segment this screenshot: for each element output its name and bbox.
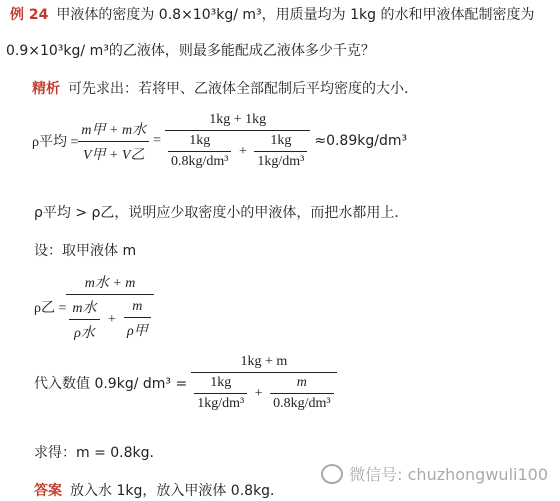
eq2-fa-den: ρ水 (69, 319, 99, 342)
answer-line (34, 480, 284, 500)
eq1-fb-den: 1kg/dm³ (254, 151, 307, 170)
eq3-numerator: 1kg + m (240, 354, 288, 369)
eq1-f2-numerator: 1kg + 1kg (209, 112, 267, 127)
eq2-fb (124, 299, 151, 340)
solve-line (34, 442, 164, 462)
problem-text-1: 甲液体的密度为 0.8×10³kg/ m³，用质量均为 1kg 的水和甲液体配制密度为 (56, 7, 535, 23)
assumption-line (34, 240, 136, 260)
comparison-text: ρ平均 > ρ乙，说明应少取密度小的甲液体，而把水都用上． (34, 205, 409, 221)
eq3-fb-den: 0.8kg/dm³ (270, 393, 333, 412)
eq2-fa (69, 297, 99, 342)
eq3-fraction (191, 354, 336, 412)
eq1-fraction-1 (78, 119, 149, 164)
eq1-plus: + (238, 143, 247, 159)
eq1-lhs: ρ平均 = (32, 135, 79, 150)
watermark-text: 微信号: chuzhongwuli100 (349, 465, 548, 484)
equation-substitution (34, 354, 337, 412)
eq3-plus: + (254, 385, 263, 401)
eq2-plus: + (107, 311, 117, 327)
eq1-result: ≈0.89kg/dm³ (314, 133, 408, 149)
example-label: 例 24 (10, 7, 49, 23)
solve-text: 求得：m = 0.8kg． (34, 445, 164, 461)
watermark (321, 462, 548, 485)
eq1-fb-num: 1kg (270, 133, 292, 148)
problem-text-2: 0.9×10³kg/ m³的乙液体，则最多能配成乙液体多少千克？ (6, 43, 375, 59)
analysis-label: 精析 (32, 81, 60, 97)
answer-text: 放入水 1kg，放入甲液体 0.8kg． (70, 483, 285, 499)
equation-average-density (32, 112, 407, 170)
eq1-fb (254, 133, 307, 170)
problem-line-2 (6, 40, 375, 60)
analysis-text: 可先求出：若将甲、乙液体全部配制后平均密度的大小． (68, 81, 418, 97)
eq3-fa-num: 1kg (210, 375, 232, 390)
eq2-fb-den: ρ甲 (124, 317, 151, 340)
eq1-fraction-2 (165, 112, 310, 170)
eq3-fb-num: m (296, 375, 307, 390)
eq1-fa-num: 1kg (189, 133, 211, 148)
assumption-text: 设：取甲液体 m (34, 243, 137, 259)
eq1-f1-numerator: m甲 + m水 (81, 122, 147, 138)
eq2-fraction (66, 272, 153, 342)
eq1-f1-denominator: V甲 + V乙 (78, 141, 149, 164)
eq2-fb-num: m (132, 299, 143, 314)
eq3-fb (270, 375, 333, 412)
wechat-icon (321, 464, 343, 484)
eq3-fa (194, 375, 247, 412)
eq3-denominator (191, 372, 336, 412)
comparison-line (34, 202, 408, 222)
eq3-lhs: 代入数值 0.9kg/ dm³ = (34, 376, 188, 392)
problem-line-1 (10, 4, 534, 24)
eq1-fa-den: 0.8kg/dm³ (168, 151, 231, 170)
eq1-fa (168, 133, 231, 170)
eq3-fa-den: 1kg/dm³ (194, 393, 247, 412)
eq2-lhs: ρ乙 = (34, 301, 67, 316)
eq2-fa-num: m水 (72, 301, 97, 316)
equation-rho-yi (34, 272, 154, 342)
answer-label: 答案 (34, 483, 62, 499)
analysis-line (32, 78, 418, 98)
eq1-equals: = (153, 133, 161, 148)
eq1-f2-denominator (165, 130, 310, 170)
eq2-numerator: m水 + m (84, 276, 136, 291)
eq2-denominator (66, 294, 153, 342)
